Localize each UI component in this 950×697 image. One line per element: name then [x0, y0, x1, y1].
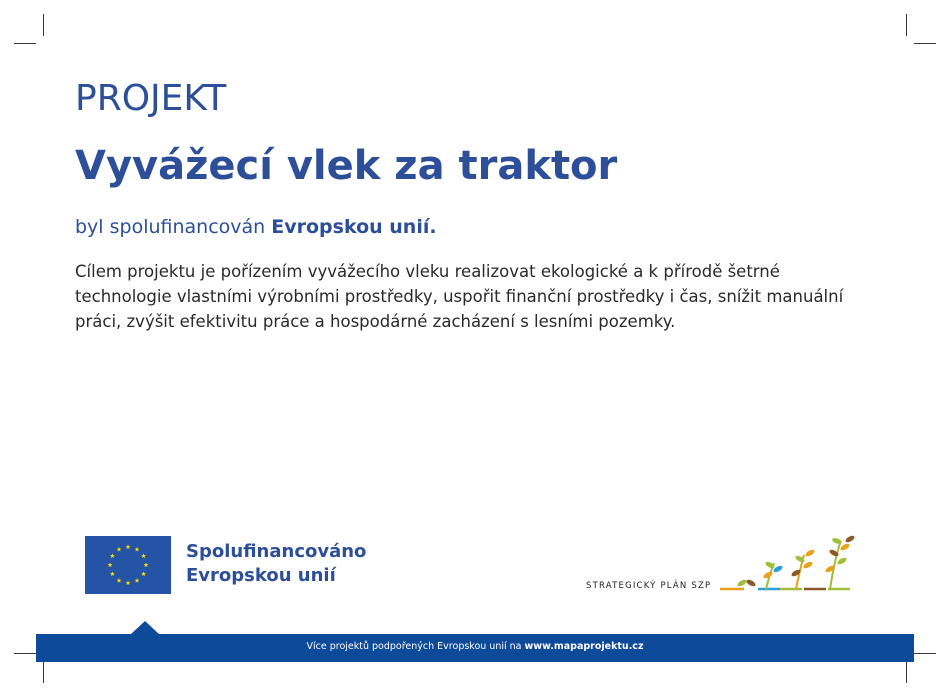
eu-flag-icon [85, 536, 171, 594]
project-label: PROJEKT [75, 78, 227, 119]
project-title: Vyvážecí vlek za traktor [75, 143, 618, 189]
crop-mark [914, 653, 936, 654]
crop-mark [14, 43, 36, 44]
eu-star-icon [144, 562, 149, 567]
crop-mark [43, 661, 44, 683]
crop-mark [14, 653, 36, 654]
szp-logo-text: STRATEGICKÝ PLÁN SZP [586, 581, 712, 591]
sprouting-plants-icon [718, 533, 858, 593]
eu-stars-icon [85, 536, 171, 594]
project-description: Cílem projektu je pořízením vyvážecího vleku realizovat ekologické a k přírodě šetrné technologie vlastními výrobními prostředky, uspořit finanční prostředky i čas, snížit manuální práci, zvýšit efektivitu práce a hospodárné zacházení s lesními pozemky. [75, 262, 844, 331]
cofinancing-statement [75, 216, 437, 238]
eu-star-icon [110, 571, 115, 576]
eu-star-icon [117, 578, 122, 583]
cofinancing-emphasis: Evropskou unií. [271, 216, 437, 238]
eu-star-icon [117, 547, 122, 552]
eu-star-icon [141, 553, 146, 558]
crop-mark [914, 43, 936, 44]
eu-logo-line1: Spolufinancováno [186, 541, 367, 562]
eu-star-icon [135, 578, 140, 583]
crop-mark [43, 14, 44, 36]
footer-bar [36, 634, 914, 662]
crop-mark [906, 14, 907, 36]
eu-star-icon [110, 553, 115, 558]
footer-link[interactable]: www.mapaprojektu.cz [524, 641, 644, 652]
eu-star-icon [135, 547, 140, 552]
eu-star-icon [108, 562, 113, 567]
footer-text [36, 641, 914, 652]
eu-cofinanced-logo-text [186, 540, 366, 588]
eu-logo-line2: Evropskou unií [186, 565, 336, 586]
footer-notch [131, 621, 159, 634]
footer-prefix: Více projektů podpořených Evropskou unií na [306, 641, 525, 652]
eu-star-icon [126, 580, 131, 585]
eu-star-icon [141, 571, 146, 576]
eu-star-icon [126, 544, 131, 549]
crop-mark [906, 661, 907, 683]
cofinancing-prefix: byl spolufinancován [75, 216, 272, 238]
